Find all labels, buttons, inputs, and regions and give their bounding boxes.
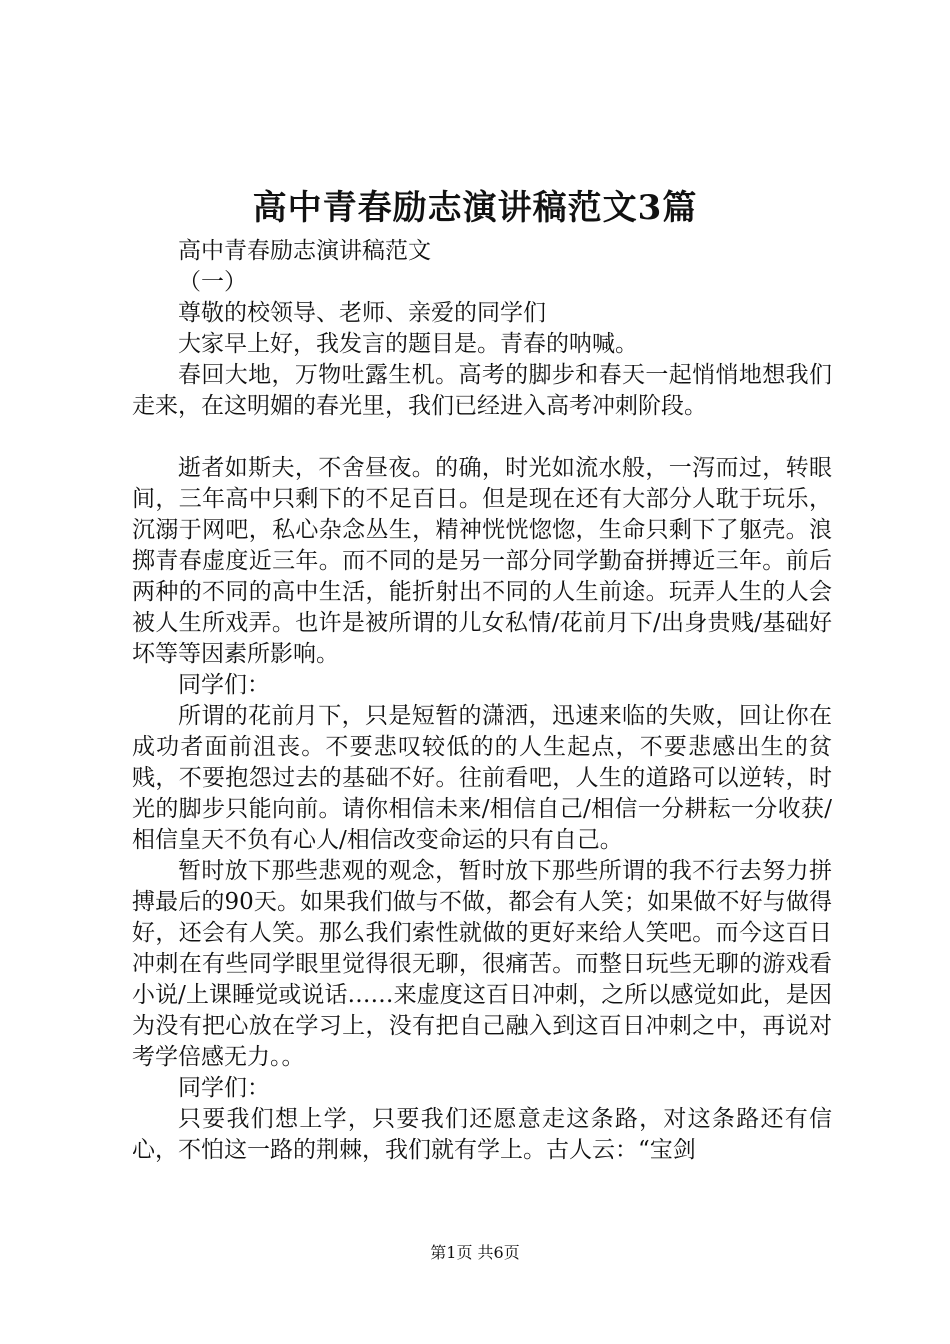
paragraph-effort: 暂时放下那些悲观的观念，暂时放下那些所谓的我不行去努力拼搏最后的90天。如果我们做与不做，都会有人笑；如果做不好与做得好，还会有人笑。那么我们索性就做的更好来给人笑吧。而今这百日冲刺在有些同学眼里觉得很无聊，很痛苦。而整日玩些无聊的游戏看小说/上课睡觉或说话……来虚度这百日冲刺，之所以感觉如此，是因为没有把心放在学习上，没有把自己融入到这百日冲刺之中，再说对考学倍感无力。。	[132, 858, 832, 1070]
paragraph-salutation: 尊敬的校领导、老师、亲爱的同学们	[178, 300, 546, 326]
paragraph-section-number: （一）	[178, 269, 247, 295]
paragraph-future: 所谓的花前月下，只是短暂的潇洒，迅速来临的失败，回让你在成功者面前沮丧。不要悲叹较低的的人生起点，不要悲感出生的贫贱，不要抱怨过去的基础不好。往前看吧，人生的道路可以逆转，时光的脚步只能向前。请你相信未来/相信自己/相信一分耕耘一分收获/相信皇天不负有心人/相信改变命运的只有自己。	[132, 703, 832, 853]
paragraph-subtitle: 高中青春励志演讲稿范文	[178, 238, 431, 264]
paragraph-greeting: 大家早上好，我发言的题目是。青春的呐喊。	[178, 331, 638, 357]
paragraph-address-1: 同学们：	[178, 672, 270, 698]
page-number-footer: 第1页 共6页	[430, 1243, 520, 1262]
paragraph-time-flows: 逝者如斯夫，不舍昼夜。的确，时光如流水般，一泻而过，转眼间，三年高中只剩下的不足百日。但是现在还有大部分人耽于玩乐，沉溺于网吧，私心杂念丛生，精神恍恍惚惚，生命只剩下了躯壳。浪掷青春虚度近三年。而不同的是另一部分同学勤奋拼搏近三年。前后两种的不同的高中生活，能折射出不同的人生前途。玩弄人生的人会被人生所戏弄。也许是被所谓的儿女私情/花前月下/出身贵贱/基础好坏等等因素所影响。	[132, 455, 832, 667]
paragraph-address-2: 同学们：	[178, 1075, 270, 1101]
document-body	[132, 236, 832, 1166]
paragraph-persist: 只要我们想上学，只要我们还愿意走这条路，对这条路还有信心，不怕这一路的荆棘，我们就有学上。古人云：“宝剑	[132, 1106, 832, 1163]
paragraph-spring: 春回大地，万物吐露生机。高考的脚步和春天一起悄悄地想我们走来，在这明媚的春光里，我们已经进入高考冲刺阶段。	[132, 362, 832, 419]
document-title: 高中青春励志演讲稿范文3篇	[252, 188, 698, 228]
